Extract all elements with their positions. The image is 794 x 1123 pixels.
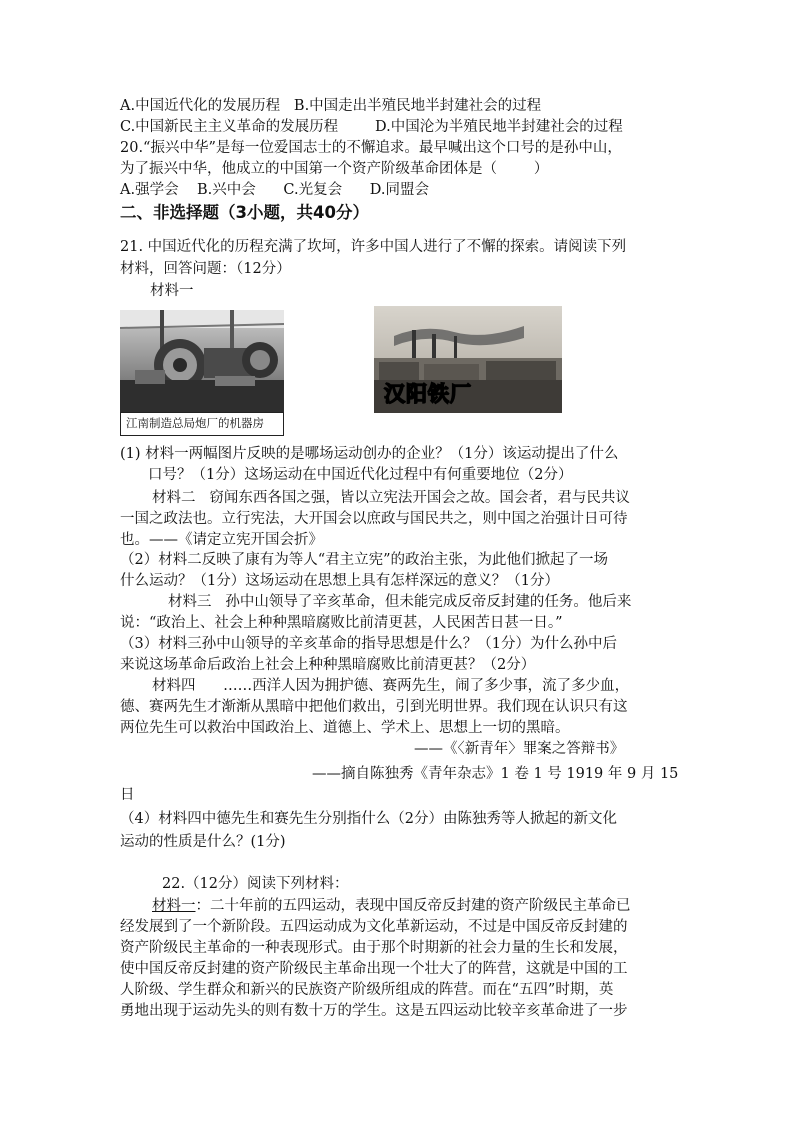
q19-options-line2: C.中国新民主主义革命的发展历程 D.中国沦为半殖民地半封建社会的过程 [120,119,623,135]
section2-title: 二、非选择题（3小题，共40分） [120,203,369,222]
q21-sub4-line2: 运动的性质是什么？(1分) [120,834,286,850]
q21-sub3-line2: 来说这场革命后政治上社会上种种黑暗腐败比前清更甚？（2分） [120,657,536,673]
q21-material4-line3: 两位先生可以救治中国政治上、道德上、学术上、思想上一切的黑暗。 [120,720,570,736]
q19-options-line1: A.中国近代化的发展历程 B.中国走出半殖民地半封建社会的过程 [120,98,542,114]
q21-sub2-line1: （2）材料二反映了康有为等人“君主立宪”的政治主张，为此他们掀起了一场 [120,552,609,568]
q21-sub1-line2: 口号？（1分）这场运动在中国近代化过程中有何重要地位（2分） [148,467,573,483]
q21-sub3-line1: （3）材料三孙中山领导的辛亥革命的指导思想是什么？（1分）为什么孙中后 [120,636,617,652]
q22-material1-line6: 勇地出现于运动先头的则有数十万的学生。这是五四运动比较辛亥革命进了一步 [120,1003,628,1019]
q21-material2-line2: 一国之政法也。立行宪法，大开国会以庶政与国民共之，则中国之治强计日可待 [120,511,628,527]
q22-material1-line2: 经发展到了一个新阶段。五四运动成为文化革新运动，不过是中国反帝反封建的 [120,919,628,935]
q21-material2-source: 也。——《请定立宪开国会折》 [120,532,323,548]
q22-material1-line1 [152,896,631,916]
q22-material1-line5: 人阶级、学生群众和新兴的民族资产阶级所组成的阵营。而在“五四”时期，英 [120,982,614,998]
image1-caption: 江南制造总局炮厂的机器房 [120,412,284,436]
q21-sub4-line1: （4）材料四中德先生和赛先生分别指什么（2分）由陈独秀等人掀起的新文化 [120,811,617,827]
q22-intro: 22.（12分）阅读下列材料： [162,876,349,892]
q21-material4-source2: ——摘自陈独秀《青年杂志》1 卷 1 号 1919 年 9 月 15 [312,766,679,782]
q20-options: A.强学会 B.兴中会 C.光复会 D.同盟会 [120,182,429,198]
q21-material3-line2: 说：“政治上、社会上种种黑暗腐败比前清更甚，人民困苦日甚一日。” [120,615,563,631]
q21-intro-line2: 材料，回答问题：（12分） [120,261,291,277]
factory-machine-room-photo [120,310,284,412]
q21-material2-line1: 材料二 窃闻东西各国之强，皆以立宪法开国会之故。国会者，君与民共议 [152,490,630,506]
q21-sub1-line1: (1) 材料一两幅图片反映的是哪场运动创办的企业？（1分）该运动提出了什么 [120,446,619,462]
q21-material4-line2: 德、赛两先生才渐渐从黑暗中把他们救出，引到光明世界。我们现在认识只有这 [120,699,628,715]
q22-material1-label: 材料一 [152,898,196,914]
q21-intro-line1: 21. 中国近代化的历程充满了坎坷，许多中国人进行了不懈的探索。请阅读下列 [120,239,627,255]
q21-material3-line1: 材料三 孙中山领导了辛亥革命，但未能完成反帝反封建的任务。他后来 [168,594,632,610]
q20-stem-line2: 为了振兴中华，他成立的中国第一个资产阶级革命团体是（ ） [120,161,549,177]
q21-material1-label: 材料一 [150,283,194,299]
hanyang-ironworks-photo [374,306,562,413]
q21-sub2-line2: 什么运动？（1分）这场运动在思想上具有怎样深远的意义？（1分） [120,573,559,589]
q22-material1-line3: 资产阶级民主革命的一种表现形式。由于那个时期新的社会力量的生长和发展， [120,940,628,956]
q21-material4-line1: 材料四 ……西洋人因为拥护德、赛两先生，闹了多少事，流了多少血， [152,678,630,694]
q21-material4-source3: 日 [120,787,135,803]
q22-material1-text: ：二十年前的五四运动，表现中国反帝反封建的资产阶级民主革命已 [195,898,631,914]
image2-title-overlay: 汉阳铁厂 [384,382,472,406]
q21-material4-source1: ——《〈新青年〉罪案之答辩书》 [414,741,625,757]
q20-stem-line1: 20.“振兴中华”是每一位爱国志士的不懈追求。最早喊出这个口号的是孙中山， [120,140,622,156]
q22-material1-line4: 使中国反帝反封建的资产阶级民主革命出现一个壮大了的阵营，这就是中国的工 [120,961,628,977]
